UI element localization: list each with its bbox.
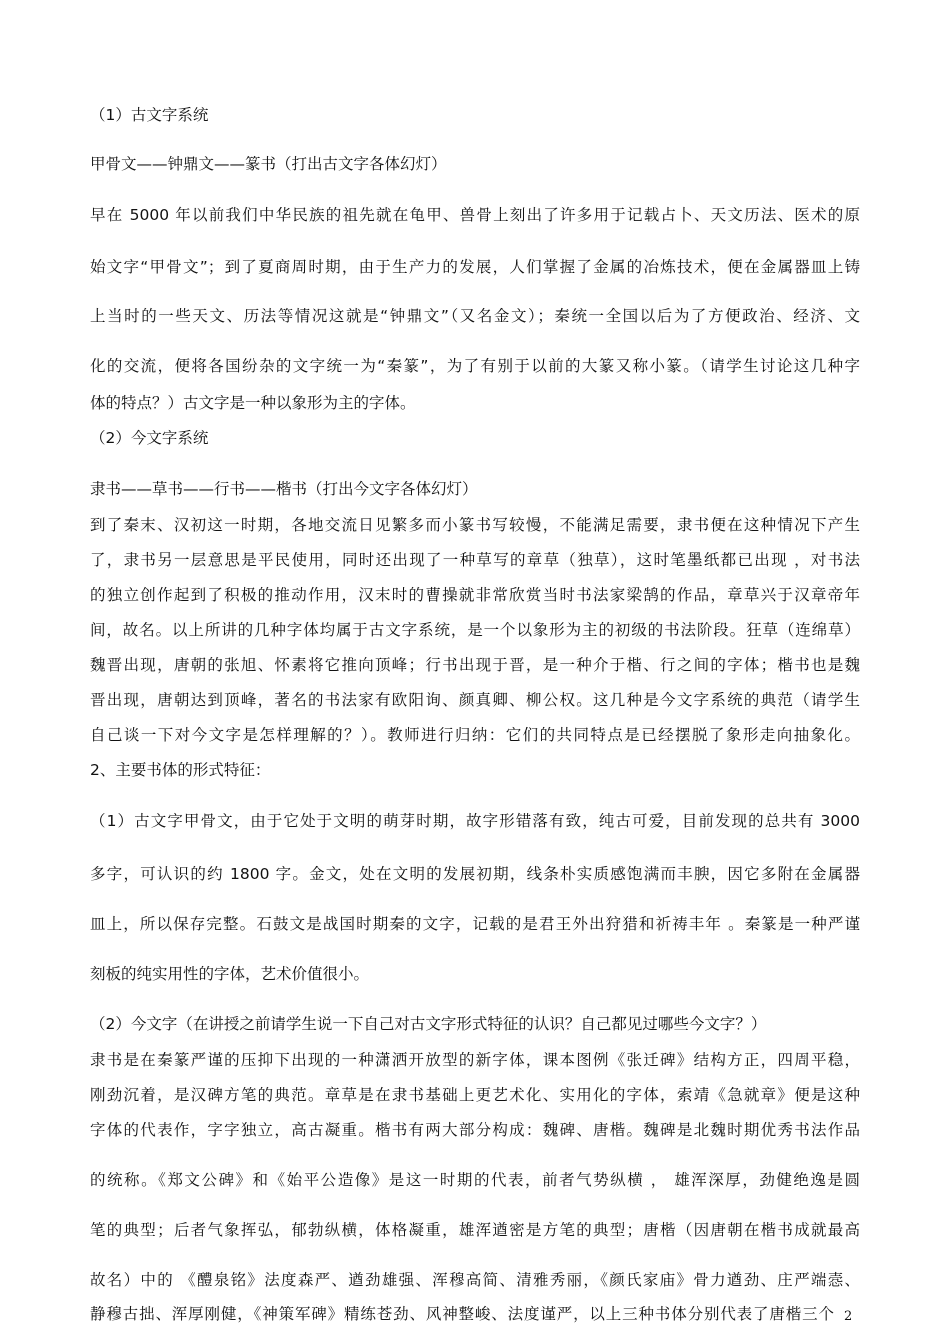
paragraph-line: （1）古文字甲骨文，由于它处于文明的萌芽时期，故字形错落有致，纯古可爱，目前发现的总共有 3000: [90, 812, 860, 830]
page-number: 2: [844, 1309, 853, 1324]
paragraph-line: 间，故名。以上所讲的几种字体均属于古文字系统，是一个以象形为主的初级的书法阶段。狂草（连绵草）: [90, 621, 860, 639]
modern-script-question: （2）今文字（在讲授之前请学生说一下自己对古文字形式特征的认识？自己都见过哪些今文字？）: [90, 1015, 767, 1033]
paragraph-line: 始文字“甲骨文”；到了夏商周时期，由于生产力的发展，人们掌握了金属的冶炼技术，便在金属器皿上铸: [90, 258, 860, 276]
paragraph-line: 魏晋出现，唐朝的张旭、怀素将它推向顶峰；行书出现于晋，是一种介于楷、行之间的字体；楷书也是魏: [90, 656, 860, 674]
paragraph-line: 字体的代表作，字字独立，高古凝重。楷书有两大部分构成：魏碑、唐楷。魏碑是北魏时期优秀书法作品: [90, 1121, 860, 1139]
paragraph-line: 晋出现，唐朝达到顶峰，著名的书法家有欧阳询、颜真卿、柳公权。这几种是今文字系统的典范（请学生: [90, 691, 860, 709]
paragraph-line: 早在 5000 年以前我们中华民族的祖先就在龟甲、兽骨上刻出了许多用于记载占卜、天文历法、医术的原: [90, 206, 860, 224]
paragraph-line: 自己谈一下对今文字是怎样理解的？）。教师进行归纳：它们的共同特点是已经摆脱了象形走向抽象化。: [90, 726, 860, 744]
paragraph-line: 的统称。《郑文公碑》和《始平公造像》是这一时期的代表，前者气势纵横 ， 雄浑深厚，劲健绝逸是圆: [90, 1171, 860, 1189]
paragraph-line: 皿上，所以保存完整。石鼓文是战国时期秦的文字，记载的是君王外出狩猎和祈祷丰年 。秦篆是一种严谨: [90, 915, 860, 933]
paragraph-line: 隶书是在秦篆严谨的压抑下出现的一种潇洒开放型的新字体，课本图例《张迁碑》结构方正，四周平稳，: [90, 1051, 860, 1069]
paragraph-line: 多字，可认识的约 1800 字。金文，处在文明的发展初期，线条朴实质感饱满而丰腴，因它多附在金属器: [90, 865, 860, 883]
paragraph-line: 的独立创作起到了积极的推动作用，汉末时的曹操就非常欣赏当时书法家梁鹄的作品，章草兴于汉章帝年: [90, 586, 860, 604]
ancient-script-sequence: 甲骨文——钟鼎文——篆书（打出古文字各体幻灯）: [90, 155, 447, 173]
paragraph-line: 了，隶书另一层意思是平民使用，同时还出现了一种草写的章草（独草），这时笔墨纸都已出现 ，对书法: [90, 551, 860, 569]
paragraph-line: 到了秦末、汉初这一时期，各地交流日见繁多而小篆书写较慢，不能满足需要，隶书便在这种情况下产生: [90, 516, 860, 534]
heading-modern-script-system: （2）今文字系统: [90, 429, 209, 447]
heading-ancient-script-system: （1）古文字系统: [90, 106, 209, 124]
paragraph-line: 刻板的纯实用性的字体，艺术价值很小。: [90, 965, 370, 983]
paragraph-line: 静穆古拙、浑厚刚健，《神策军碑》精练苍劲、风神整峻、法度谨严，以上三种书体分别代表了唐楷三个: [90, 1305, 834, 1323]
paragraph-line: 上当时的一些天文、历法等情况这就是“钟鼎文”（又名金文）；秦统一全国以后为了方便政治、经济、文: [90, 307, 860, 325]
paragraph-line: 化的交流，便将各国纷杂的文字统一为“秦篆”，为了有别于以前的大篆又称小篆。（请学生讨论这几种字: [90, 357, 860, 375]
paragraph-line: 笔的典型；后者气象挥弘，郁勃纵横，体格凝重，雄浑遒密是方笔的典型；唐楷（因唐朝在楷书成就最高: [90, 1221, 860, 1239]
modern-script-sequence: 隶书——草书——行书——楷书（打出今文字各体幻灯）: [90, 480, 478, 498]
paragraph-line: 体的特点？）古文字是一种以象形为主的字体。: [90, 394, 416, 412]
paragraph-line: 故名）中的 《醴泉铭》法度森严、遒劲雄强、浑穆高简、清雅秀丽，《颜氏家庙》骨力遒劲、庄严端悫、: [90, 1271, 860, 1289]
heading-main-script-features: 2、主要书体的形式特征：: [90, 761, 271, 779]
paragraph-line: 刚劲沉着，是汉碑方笔的典范。章草是在隶书基础上更艺术化、实用化的字体，索靖《急就章》便是这种: [90, 1086, 860, 1104]
